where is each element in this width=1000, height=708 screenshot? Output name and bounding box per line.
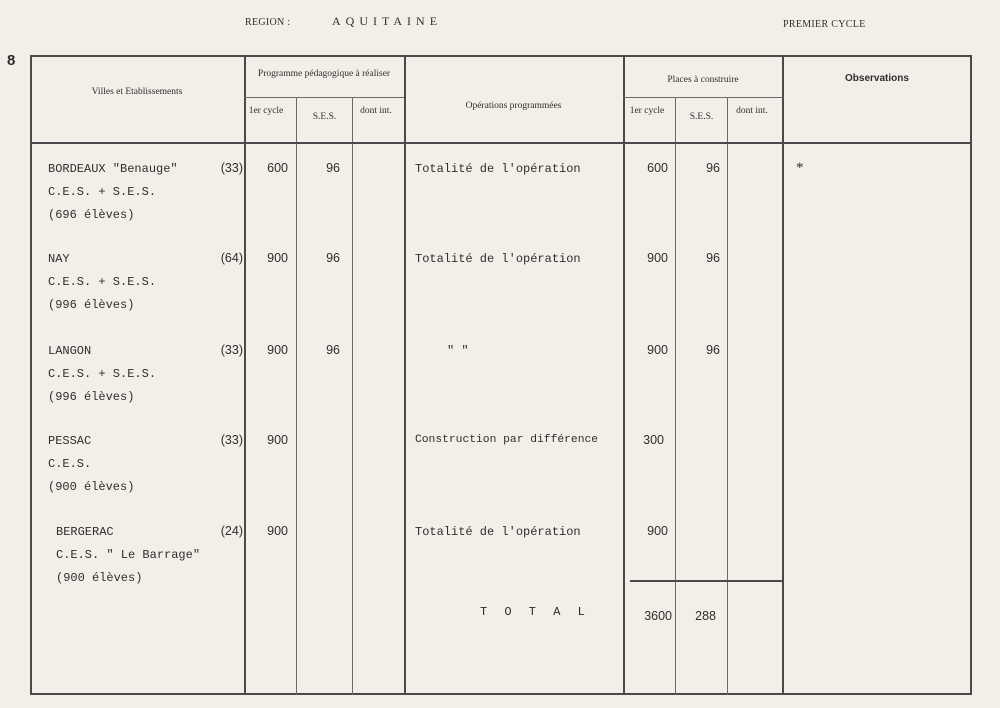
row-eleves: (996 élèves)	[48, 390, 135, 404]
subcol-divider	[727, 97, 728, 695]
row-eleves: (900 élèves)	[56, 571, 143, 585]
total-places-ses: 288	[695, 609, 716, 623]
row-eleves: (996 élèves)	[48, 298, 135, 312]
row-dept: (33)	[220, 343, 243, 357]
row-operation: " "	[447, 344, 469, 358]
subcol-divider	[675, 97, 676, 695]
header-bottom-line	[30, 142, 972, 144]
total-places-1er: 3600	[644, 609, 672, 623]
row-dept: (64)	[220, 251, 243, 265]
row-etab: C.E.S. " Le Barrage"	[56, 548, 201, 562]
row-etab: C.E.S. + S.E.S.	[48, 275, 157, 289]
row-operation: Totalité de l'opération	[415, 252, 581, 266]
col-places-ses: S.E.S.	[689, 112, 714, 122]
row-etab: C.E.S. + S.E.S.	[48, 367, 157, 381]
row-city: BERGERAC	[56, 525, 114, 539]
row-city: LANGON	[48, 344, 92, 358]
row-prog-1er: 900	[267, 343, 288, 357]
row-places-1er: 600	[647, 161, 668, 175]
row-prog-1er: 900	[267, 251, 288, 265]
subheader-line	[244, 97, 404, 98]
col-divider	[623, 55, 625, 695]
region-label: REGION :	[245, 17, 291, 28]
row-places-1er: 900	[647, 524, 668, 538]
row-places-ses: 96	[706, 343, 720, 357]
row-prog-1er: 900	[267, 524, 288, 538]
subheader-line	[623, 97, 783, 98]
row-places-ses: 96	[706, 251, 720, 265]
col-programme: Programme pédagogique à réaliser	[257, 69, 391, 79]
col-operations: Opérations programmées	[465, 101, 562, 111]
row-prog-1er: 900	[267, 433, 288, 447]
col-places: Places à construire	[667, 75, 739, 85]
total-rule	[630, 580, 782, 582]
row-eleves: (696 élèves)	[48, 208, 135, 222]
row-prog-1er: 600	[267, 161, 288, 175]
row-places-1er: 900	[647, 251, 668, 265]
col-villes: Villes et Etablissements	[91, 87, 183, 97]
col-prog-ses: S.E.S.	[312, 112, 337, 122]
col-observations: Observations	[845, 73, 909, 84]
row-city: PESSAC	[48, 434, 92, 448]
col-places-1er: 1er cycle	[629, 106, 665, 116]
row-etab: C.E.S.	[48, 457, 92, 471]
row-dept: (33)	[220, 161, 243, 175]
row-dept: (33)	[220, 433, 243, 447]
row-prog-ses: 96	[326, 343, 340, 357]
row-etab: C.E.S. + S.E.S.	[48, 185, 157, 199]
row-city: NAY	[48, 252, 70, 266]
row-operation: Totalité de l'opération	[415, 162, 581, 176]
col-divider	[782, 55, 784, 695]
row-places-1er: 900	[647, 343, 668, 357]
row-eleves: (900 élèves)	[48, 480, 135, 494]
row-city: BORDEAUX "Benauge"	[48, 162, 178, 176]
table-frame	[30, 55, 972, 695]
row-prog-ses: 96	[326, 251, 340, 265]
row-places-ses: 96	[706, 161, 720, 175]
col-divider	[404, 55, 406, 695]
row-operation: Construction par différence	[415, 434, 599, 446]
total-label: T O T A L	[480, 605, 590, 619]
region-name: AQUITAINE	[332, 14, 443, 28]
col-divider	[244, 55, 246, 695]
col-prog-1er: 1er cycle	[248, 106, 284, 116]
row-observation: *	[796, 160, 804, 176]
row-operation: Totalité de l'opération	[415, 525, 581, 539]
page-number: 8	[7, 52, 16, 69]
row-dept: (24)	[220, 524, 243, 538]
row-places-1er: 300	[643, 433, 664, 447]
subcol-divider	[352, 97, 353, 695]
cycle-label: PREMIER CYCLE	[783, 19, 866, 30]
col-prog-dont: dont int.	[360, 106, 392, 116]
subcol-divider	[296, 97, 297, 695]
col-places-dont: dont int.	[736, 106, 768, 116]
row-prog-ses: 96	[326, 161, 340, 175]
